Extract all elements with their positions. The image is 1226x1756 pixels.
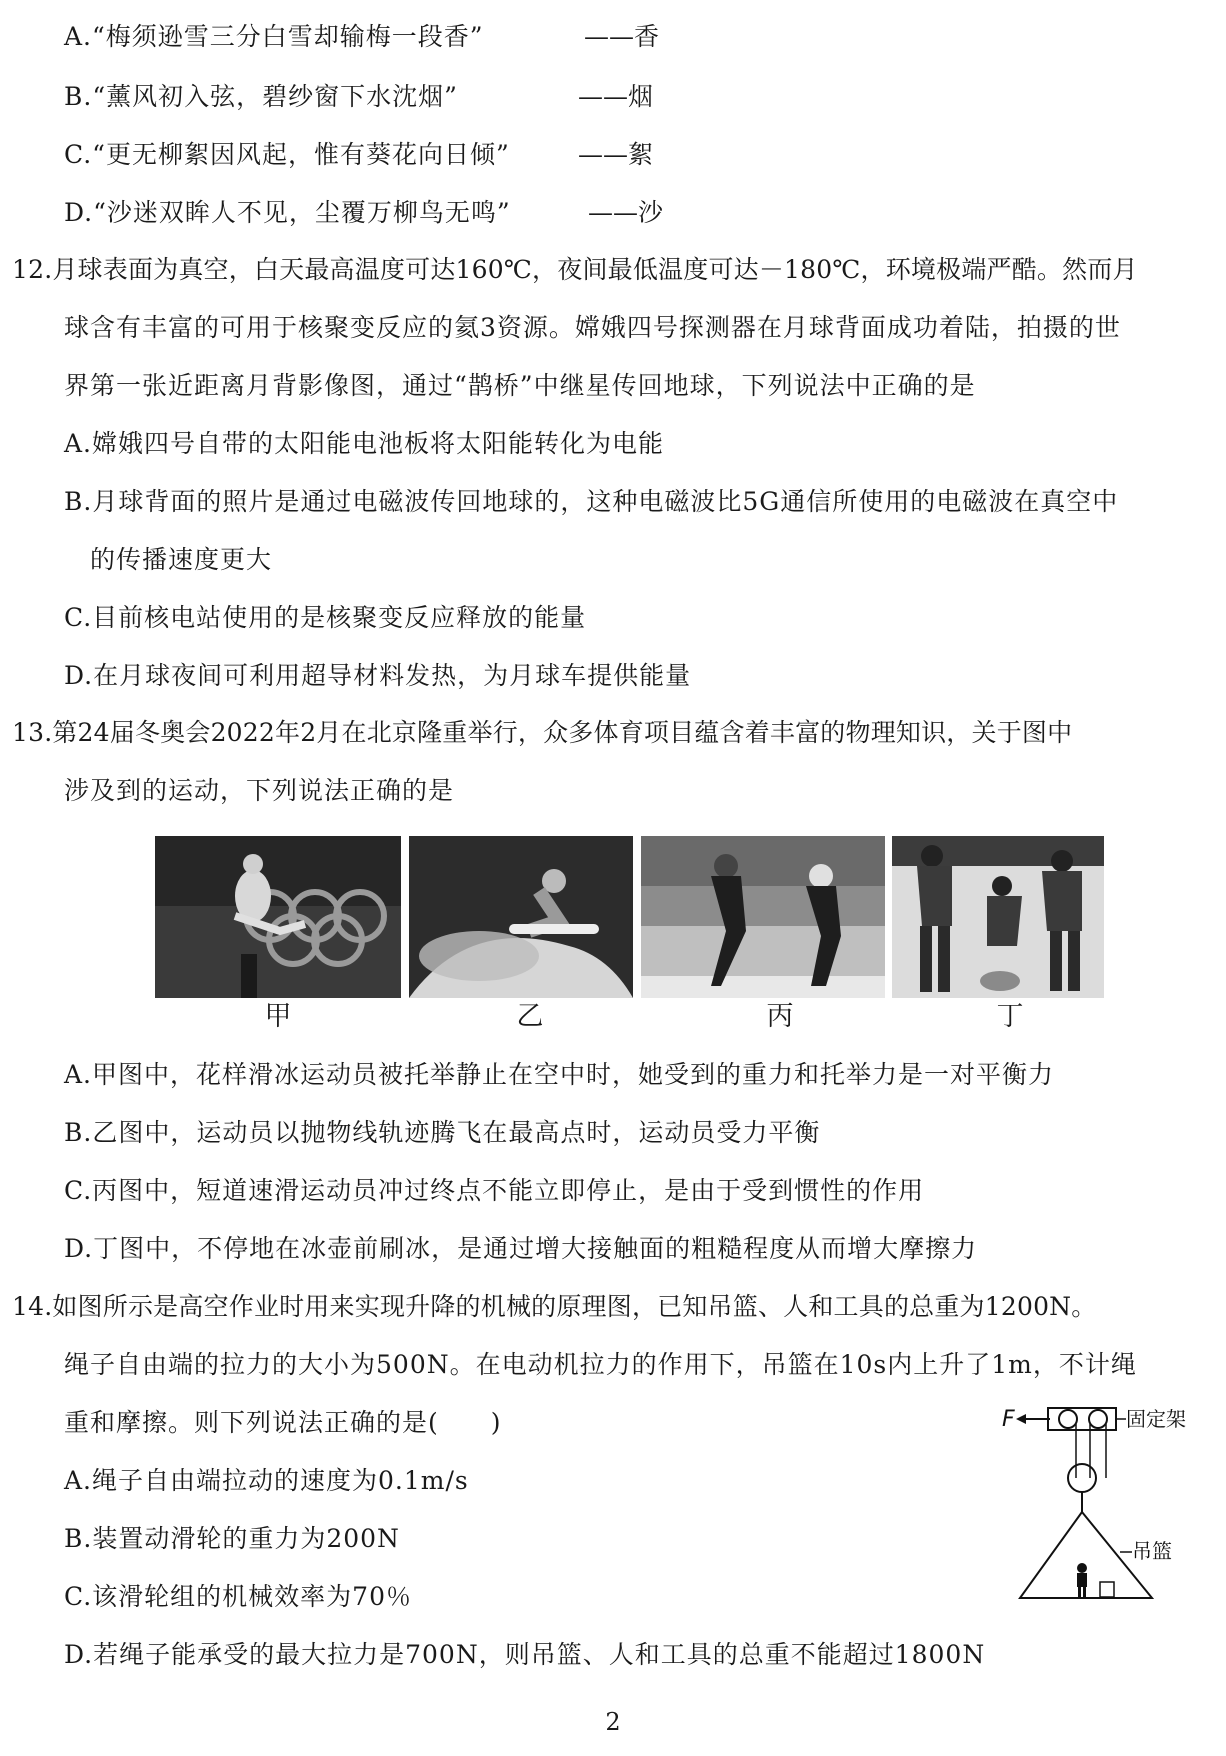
- curling-photo: [892, 836, 1104, 998]
- caption-ding: 丁: [996, 1001, 1024, 1032]
- caption-yi: 乙: [516, 1001, 544, 1032]
- movable-pulley-icon: [1068, 1464, 1096, 1492]
- q14-stem-line-1: 14.如图所示是高空作业时用来实现升降的机械的原理图，已知吊篮、人和工具的总重为1200N。: [12, 1292, 1097, 1321]
- q11-option-a: A.“梅须逊雪三分白雪却输梅一段香”: [64, 22, 484, 51]
- snowboard-photo: [409, 836, 633, 998]
- speed-skating-photo: [641, 836, 885, 998]
- pulley-diagram: [1000, 1402, 1200, 1602]
- q11-answer-c: ——絮: [578, 140, 654, 169]
- q12-option-a: A.嫦娥四号自带的太阳能电池板将太阳能转化为电能: [64, 429, 665, 458]
- q11-option-d: D.“沙迷双眸人不见，尘覆万柳鸟无鸣”: [64, 198, 511, 227]
- q14-stem-line-2: 绳子自由端的拉力的大小为500N。在电动机拉力的作用下，吊篮在10s内上升了1m，不计绳: [64, 1350, 1137, 1379]
- q14-option-d: D.若绳子能承受的最大拉力是700N，则吊篮、人和工具的总重不能超过1800N: [64, 1640, 986, 1669]
- force-label: F: [1002, 1407, 1015, 1432]
- q13-option-a: A.甲图中，花样滑冰运动员被托举静止在空中时，她受到的重力和托举力是一对平衡力: [64, 1060, 1055, 1089]
- q12-option-b: B.月球背面的照片是通过电磁波传回地球的，这种电磁波比5G通信所使用的电磁波在真空中: [64, 487, 1119, 516]
- q14-option-a: A.绳子自由端拉动的速度为0.1m/s: [64, 1466, 469, 1495]
- q12-stem-line-2: 球含有丰富的可用于核聚变反应的氦3资源。嫦娥四号探测器在月球背面成功着陆，拍摄的世: [64, 313, 1121, 342]
- tool-box-icon: [1100, 1582, 1114, 1597]
- q13-option-d: D.丁图中，不停地在冰壶前刷冰，是通过增大接触面的粗糙程度从而增大摩擦力: [64, 1234, 978, 1263]
- page-number: 2: [605, 1708, 621, 1736]
- q11-answer-b: ——烟: [578, 82, 654, 111]
- q12-option-b-cont: 的传播速度更大: [90, 545, 273, 574]
- frame-label: 固定架: [1126, 1407, 1186, 1431]
- caption-jia: 甲: [264, 1001, 292, 1032]
- q13-option-c: C.丙图中，短道速滑运动员冲过终点不能立即停止，是由于受到惯性的作用: [64, 1176, 925, 1205]
- caption-bing: 丙: [766, 1001, 794, 1032]
- q11-answer-d: ——沙: [588, 198, 664, 227]
- q11-option-c: C.“更无柳絮因风起，惟有葵花向日倾”: [64, 140, 510, 169]
- q14-option-b: B.装置动滑轮的重力为200N: [64, 1524, 400, 1553]
- q12-option-d: D.在月球夜间可利用超导材料发热，为月球车提供能量: [64, 661, 692, 690]
- q13-stem-line-2: 涉及到的运动，下列说法正确的是: [64, 776, 455, 805]
- q12-option-c: C.目前核电站使用的是核聚变反应释放的能量: [64, 603, 587, 632]
- q13-option-b: B.乙图中，运动员以抛物线轨迹腾飞在最高点时，运动员受力平衡: [64, 1118, 821, 1147]
- q14-stem-line-3: 重和摩擦。则下列说法正确的是( ): [64, 1408, 502, 1437]
- basket-label: 吊篮: [1132, 1539, 1172, 1563]
- figure-skating-photo: [155, 836, 401, 998]
- q13-stem-line-1: 13.第24届冬奥会2022年2月在北京隆重举行，众多体育项目蕴含着丰富的物理知识，关于图中: [12, 718, 1073, 747]
- q12-stem-line-1: 12.月球表面为真空，白天最高温度可达160℃，夜间最低温度可达－180℃，环境极端严酷。然而月: [12, 255, 1138, 284]
- person-icon: [1077, 1563, 1087, 1597]
- q11-answer-a: ——香: [584, 22, 660, 51]
- q12-stem-line-3: 界第一张近距离月背影像图，通过“鹊桥”中继星传回地球，下列说法中正确的是: [64, 371, 976, 400]
- q11-option-b: B.“薰风初入弦，碧纱窗下水沈烟”: [64, 82, 458, 111]
- q14-option-c: C.该滑轮组的机械效率为70％: [64, 1582, 412, 1611]
